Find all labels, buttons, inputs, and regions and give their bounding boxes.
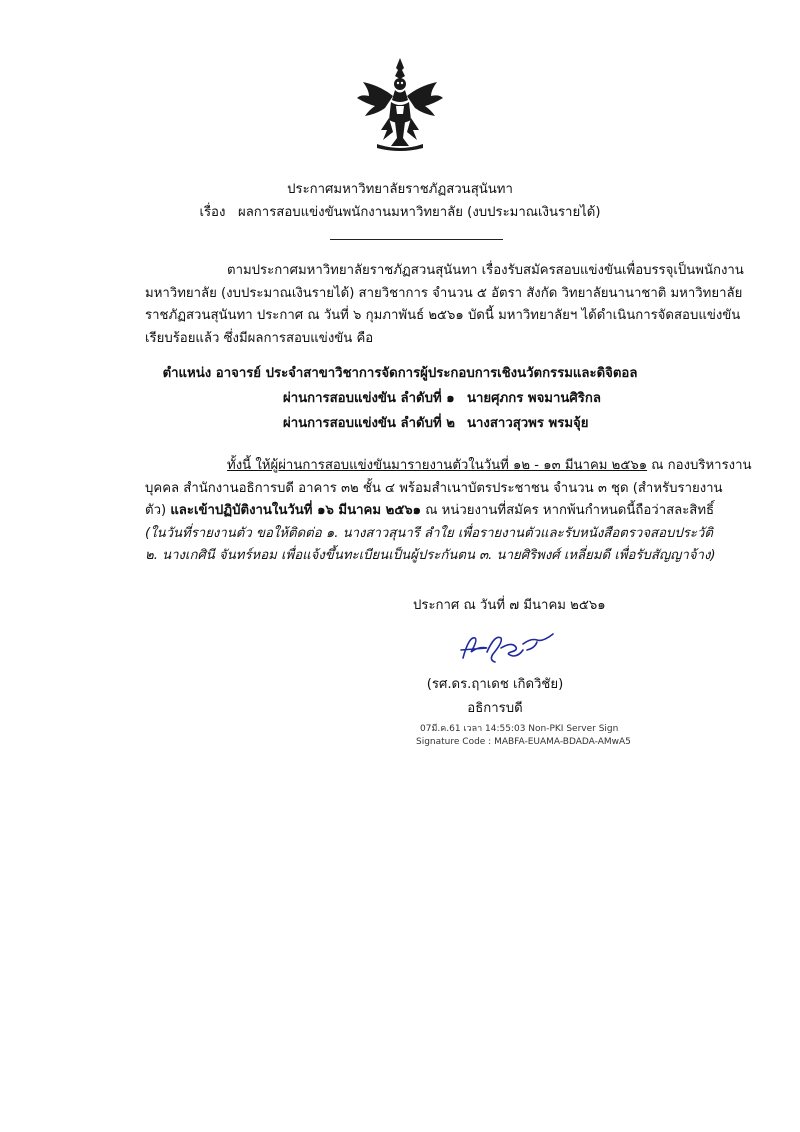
announcement-subject-line (0, 201, 800, 222)
instructions-paragraph (145, 455, 752, 568)
announcement-title: ประกาศมหาวิทยาลัยราชภัฏสวนสุนันทา (287, 182, 513, 197)
report-place-text: ณ กองบริหารงาน (647, 458, 752, 473)
result-2-name: นางสาวสุวพร พรมจุ้ย (467, 416, 589, 431)
result-1-label: ผ่านการสอบแข่งขัน ลำดับที่ ๑ (283, 391, 455, 406)
signer-position: อธิการบดี (467, 701, 523, 716)
intro-line-3: ราชภัฏสวนสุนันทา ประกาศ ณ วันที่ ๖ กุมภาพันธ์ ๒๕๖๑ บัดนี้ มหาวิทยาลัยฯ ได้ดำเนินการจัดสอบแข่งขัน (145, 308, 741, 323)
report-date-text: ทั้งนี้ ให้ผู้ผ่านการสอบแข่งขันมารายงานตัวในวันที่ ๑๒ - ๑๓ มีนาคม ๒๕๖๑ (227, 458, 648, 473)
position-title: ตำแหน่ง อาจารย์ ประจำสาขาวิชาการจัดการผู้ประกอบการเชิงนวัตกรรมและดิจิตอล (162, 366, 638, 381)
garuda-emblem-icon (355, 56, 445, 152)
contact-note-line-2: ๒. นางเกศินี จันทร์หอม เพื่อแจ้งขึ้นทะเบียนเป็นผู้ประกันตน ๓. นายศิริพงศ์ เหลี่ยมดี เพื่อรับสัญญาจ้าง) (145, 548, 716, 563)
signature-code: Signature Code : MABFA-EUAMA-BDADA-AMwA5 (416, 737, 631, 747)
result-1-name: นายศุภกร พจมานศิริกล (467, 391, 601, 406)
result-row-2 (0, 412, 800, 434)
intro-line-2: มหาวิทยาลัย (งบประมาณเงินรายได้) สายวิชาการ จำนวน ๕ อัตรา สังกัด วิทยาลัยนานาชาติ มหาวิทยาลัย (145, 285, 743, 301)
result-row-1 (0, 387, 800, 409)
instructions-line-1 (145, 455, 752, 478)
signer-name: (รศ.ดร.ฤาเดช เกิดวิชัย) (426, 677, 564, 692)
subject-text: ผลการสอบแข่งขันพนักงานมหาวิทยาลัย (งบประมาณเงินรายได้) (238, 205, 601, 220)
title-divider (330, 239, 503, 240)
subject-label: เรื่อง (199, 205, 226, 220)
contact-note-line-1: (ในวันที่รายงานตัว ขอให้ติดต่อ ๑. นางสาวสุนารี ลำใย เพื่อรายงานตัวและรับหนังสือตรวจสอบประวัติ (145, 525, 713, 541)
announcement-date: ประกาศ ณ วันที่ ๗ มีนาคม ๒๕๖๑ (413, 598, 606, 613)
instructions-line-2: บุคคล สำนักงานอธิการบดี อาคาร ๓๒ ชั้น ๔ พร้อมสำเนาบัตรประชาชน จำนวน ๓ ชุด (สำหรับรายงาน (145, 480, 723, 496)
instructions-line-3-b: ณ หน่วยงานที่สมัคร หากพ้นกำหนดนี้ถือว่าสละสิทธิ์ (421, 503, 715, 518)
instructions-line-3 (145, 500, 715, 523)
intro-paragraph (145, 260, 744, 350)
result-2-label: ผ่านการสอบแข่งขัน ลำดับที่ ๒ (283, 416, 455, 431)
instructions-line-3-a: ตัว) (145, 503, 171, 518)
start-work-date: และเข้าปฏิบัติงานในวันที่ ๑๖ มีนาคม ๒๕๖๑ (170, 503, 422, 518)
signature-image (457, 628, 561, 668)
signature-timestamp: 07มี.ค.61 เวลา 14:55:03 Non-PKI Server Sign (420, 724, 619, 734)
intro-line-1: ตามประกาศมหาวิทยาลัยราชภัฏสวนสุนันทา เรื่องรับสมัครสอบแข่งขันเพื่อบรรจุเป็นพนักงาน (227, 263, 744, 278)
intro-line-4: เรียบร้อยแล้ว ซึ่งมีผลการสอบแข่งขัน คือ (145, 330, 374, 346)
